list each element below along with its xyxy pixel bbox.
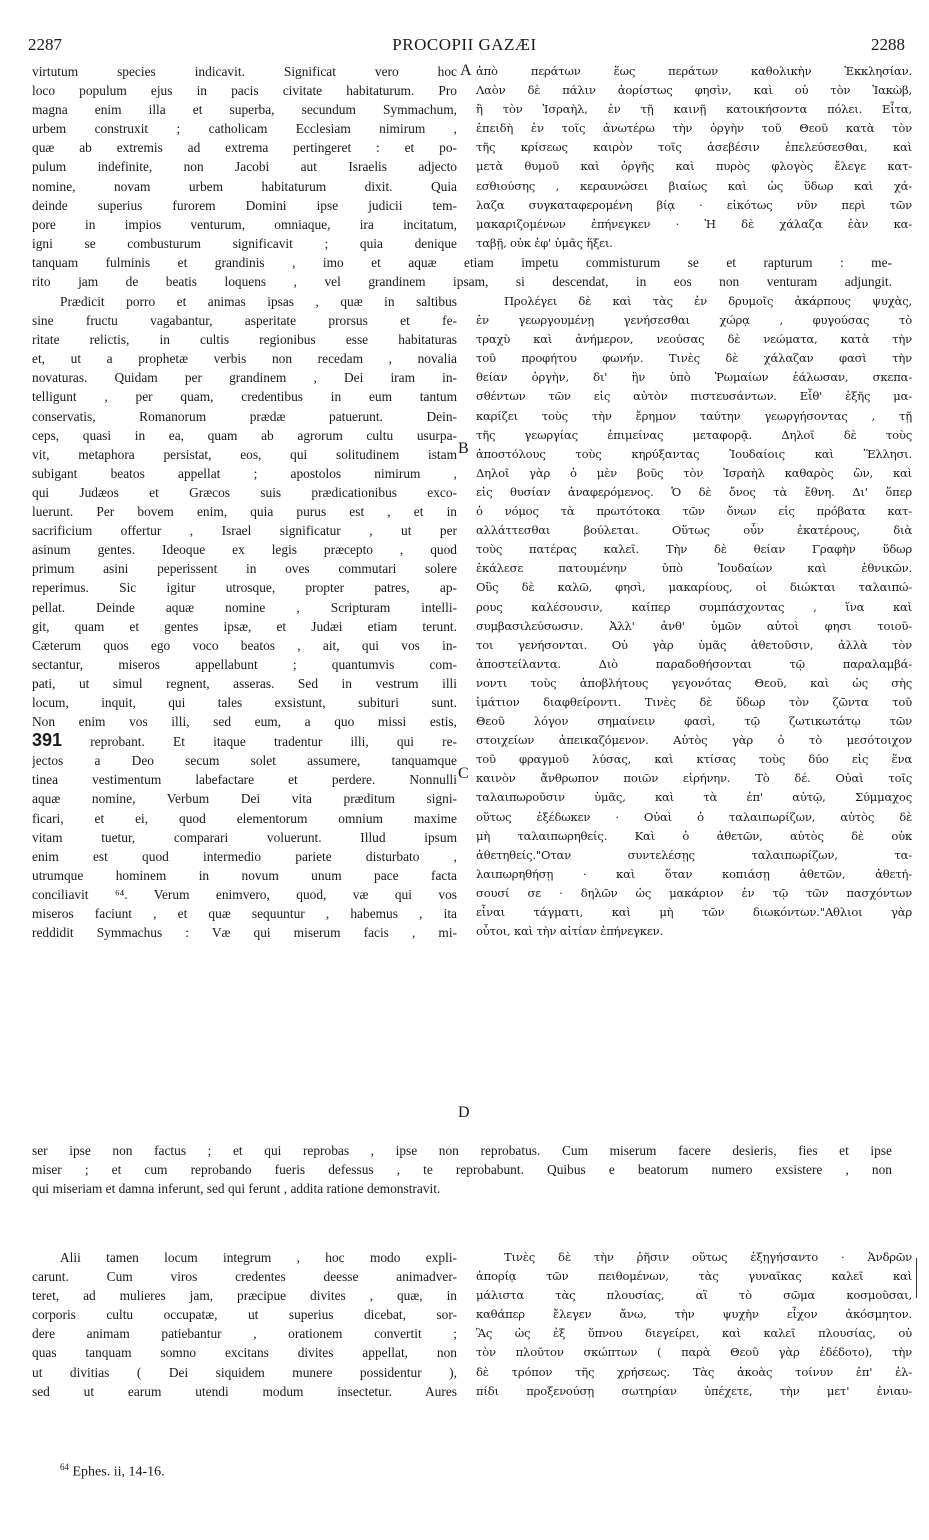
full-width-text-2 <box>32 1141 892 1198</box>
latin-line: tinea vestimentum labefactare et perdere. Nonnulli <box>32 772 457 788</box>
latin-line: loco populum ejus in pacis civitate habitaturum. Pro <box>32 83 457 99</box>
greek-line: εσθιούσης , κεραυνώσει βιαίως καὶ ὡς ὕδωρ καὶ χά- <box>476 178 912 193</box>
full-width-text-1 <box>32 253 892 291</box>
greek-line: δὲ τρόπον τῆς χρήσεως. Τὰς ἀκοὰς τοίνυν ἐπ' ἐλ- <box>476 1364 912 1379</box>
latin-line: pati, ut simul regnent, asseras. Sed in vestrum illi <box>32 675 457 691</box>
greek-line: εἰς θυσίαν ἀναφερόμενος. Ὁ δὲ ὄνος τὰ ἔθνη. Δι' ὅπερ <box>476 484 912 499</box>
greek-line: πίδι προξενούσῃ σωτηρίαν ὑπέχετε, τὴν μετ' ἐνιαυ- <box>476 1383 912 1398</box>
greek-line: καρίζει τοὺς τὴν ἔρημον ταύτην γεωργήσοντας , τῇ <box>476 408 912 423</box>
latin-line: telligunt , per quam, credentibus in eum tantum <box>32 389 457 405</box>
greek-line: ἐν γεωργουμένῃ γενήσεσθαι χώρᾳ , φυγούσας τὸ <box>476 313 912 328</box>
latin-line: et, ut a prophetæ verbis non recedam , novalia <box>32 351 457 367</box>
margin-marker-a: A <box>460 62 472 79</box>
latin-line: sectantur, miseros appellabunt ; quantumvis com- <box>32 656 457 672</box>
greek-line: συμβασιλεύσωσιν. Ἀλλ' ἀνθ' ὑμῶν αὐτοὶ φησι τοιοῦ- <box>476 618 912 633</box>
latin-line: quæ ab extremis ad extrema pertingeret : et po- <box>32 140 457 156</box>
greek-line: ἀθετηθείς."Οταν συντελέσῃς ταλαιπωρίζων, τα- <box>476 847 912 862</box>
latin-line: subigant beatos appellat ; apostolos nimirum , <box>32 465 457 481</box>
latin-line: pore in impios venturum, omniaque, ira incitatum, <box>32 216 457 232</box>
greek-line: ἱμάτιον διαφθείροντι. Τινὲς δὲ ὕδωρ τὸν ζῶντα τοῦ <box>476 694 912 709</box>
greek-line: τοὺς πατέρας καλεῖ. Τὴν δὲ θείαν Γραφὴν ὕδωρ <box>476 542 912 557</box>
latin-line: nomine, novam urbem habitaturum dixit. Quia <box>32 178 457 194</box>
latin-column-band-3 <box>32 1248 457 1401</box>
latin-column-band-2 <box>32 292 457 942</box>
header-left-column-number: 2287 <box>28 35 62 54</box>
greek-line: σουσί σε · δηλῶν ὡς μακάριον ἐν τῷ τῶν πασχόντων <box>476 885 912 900</box>
latin-line: reddidit Symmachus : Væ qui miserum facis , mi- <box>32 925 457 941</box>
latin-line: locum, inquit, qui tales exsistunt, subituri sunt. <box>32 694 457 710</box>
latin-line: luerunt. Per bovem enim, quia purus est , et in <box>32 504 457 520</box>
latin-line: sacrificium offertur , Israel significatur , ut per <box>32 523 457 539</box>
full-width-line: qui miseriam et damna inferunt, sed qui ferunt , addita ratione demonstravit. <box>32 1181 441 1197</box>
latin-line-text: reprobant. Et itaque tradentur illi, qui re- <box>90 734 457 750</box>
latin-line: teret, ad mulieres jam, præcipue divites , quæ, in <box>32 1288 457 1304</box>
greek-line: ταλαιπωροῦσιν ὑμᾶς, καὶ τὰ ἐπ' αὐτῷ, Σύμμαχος <box>476 790 912 805</box>
greek-column-band-2 <box>476 292 912 941</box>
latin-line: enim est quod intermedio pariete disturbato , <box>32 848 457 864</box>
greek-column-band-1 <box>476 62 912 253</box>
greek-line: μὴ ταλαιπωρηθείς. Καὶ ὁ ἀθετῶν, αὐτὸς δὲ οὐκ <box>476 828 912 843</box>
full-width-line: rito jam de beatis loquens , vel grandinem ipsam, si descendat, in eos non venturam adjungit. <box>32 274 892 290</box>
greek-line: αλλάττεσθαι βούλεται. Οὕτως οὖν ἑκατέρους, διὰ <box>476 523 912 538</box>
latin-line: sine fructu vagabantur, asperitate prorsus et fe- <box>32 313 457 329</box>
latin-line: urbem construxit ; catholicam Ecclesiam nimirum , <box>32 121 457 137</box>
latin-line: ceps, quasi in ea, quam ab agrorum cultu usurpa- <box>32 427 457 443</box>
greek-line: ρους καλέσουσιν, καίπερ συμπάσχοντας , ἵνα καὶ <box>476 599 912 614</box>
greek-line: ἐκάλεσε πατουμένην ὑπὸ Ἰουδαίων καὶ ἐθνικῶν. <box>476 561 912 576</box>
greek-line: θείαν ὀργὴν, δι' ἣν ὑπὸ Ῥωμαίων ἑάλωσαν, σκεπα- <box>476 370 912 385</box>
greek-line: τῆς κρίσεως καιρὸν τοῖς ἀσεβέσιν ἐπελεύσεσθαι, καὶ <box>476 140 912 155</box>
header-right-column-number: 2288 <box>871 35 905 54</box>
latin-line: ritate relictis, in cultis regionibus esse habitaturas <box>32 332 457 348</box>
column-number-391: 391 <box>32 730 63 751</box>
latin-line: deinde superius furorem Domini ipse judicii tem- <box>32 197 457 213</box>
latin-line: Prædicit porro et animas ipsas , quæ in saltibus <box>60 294 457 309</box>
latin-line: asinum gentes. Ideoque ex legis præcepto , quod <box>32 542 457 558</box>
greek-line: εἶναι τάγματι, καὶ μὴ τῶν διωκόντων."Αθλιοι γὰρ <box>476 905 912 919</box>
latin-line: conservatis, Romanorum prædæ patuerunt. Dein- <box>32 408 457 424</box>
latin-line: pulum indefinite, non Jacobi aut Israelis adjecto <box>32 159 457 175</box>
latin-line-with-column-number <box>32 731 457 751</box>
greek-line: μακαριζομένων ἐπήνεγκεν · Ἡ δὲ χάλαζα ἐὰν κα- <box>476 216 912 231</box>
margin-rule <box>916 1258 917 1298</box>
greek-line: ἐπειδὴ ἐν τοῖς ἀνωτέρω τὴν ὀργὴν τοῦ Θεοῦ κατὰ τὸν <box>476 121 912 136</box>
margin-marker-c: C <box>458 765 469 782</box>
greek-line: ἢ τὸν Ἰσραὴλ, ἐν τῇ καινῇ κατοικήσοντα πόλει. Εἶτα, <box>476 102 912 117</box>
latin-column-band-1 <box>32 62 457 253</box>
margin-marker-d: D <box>458 1104 470 1121</box>
greek-line: ταβῇ, οὐκ ἐφ' ὑμᾶς ἥξει. <box>476 235 613 250</box>
greek-line: τοῦ φραγμοῦ λύσας, καὶ κτίσας τοὺς δύο εἰς ἕνα <box>476 752 912 767</box>
greek-line: καθάπερ ἔλεγεν ἄνω, τὴν ψυχὴν εἶχον ἀκόσμητον. <box>476 1307 912 1322</box>
greek-line: Θεοῦ λόγον σημαίνειν φασὶ, τῷ ζωτικωτάτῳ τῶν <box>476 714 912 729</box>
latin-line: qui Judæos et Græcos suis prædicationibus exco- <box>32 484 457 500</box>
greek-line: τῆς γεωργίας ἐπιμείνας μεταφορᾷ. Δηλοῖ δὲ τοὺς <box>476 427 912 442</box>
greek-line: Τινὲς δὲ τὴν ῥῆσιν οὕτως ἐξηγήσαντο · Ἀνδρῶν <box>504 1250 912 1264</box>
latin-line: utrumque hominem in novum unum pace facta <box>32 867 457 883</box>
greek-line: τὸν πλοῦτον σκώπτων ( παρὰ Θεοῦ γὰρ ἐδέδοτο), τὴν <box>476 1345 912 1360</box>
greek-line: ἀποστόλους τοὺς κηρύξαντας Ἰουδαίοις καὶ Ἕλλησι. <box>476 446 912 461</box>
latin-line: novaturas. Quidam per grandinem , Dei iram in- <box>32 370 457 386</box>
greek-line: Ἃς ὡς ἐξ ὕπνου διεγείρει, καὶ καλεῖ πλουσίας, οὐ <box>476 1326 912 1341</box>
latin-line: quas tanquam somno excitans divites appellat, non <box>32 1345 457 1361</box>
greek-line: λαζα συγκαταφερομένη βίᾳ · εἰκότως νῦν περὶ τῶν <box>476 197 912 212</box>
latin-line: miseros faciunt , et quæ sequuntur , habemus , ita <box>32 906 457 921</box>
latin-line: dere animam patiebantur , orationem convertit ; <box>32 1326 457 1342</box>
latin-line: primum asini peperissent in oves commutari solere <box>32 561 457 577</box>
greek-line: νοντι τοὺς ἀποβλήτους γεγονότας Θεοῦ, καὶ ὡς σὴς <box>476 675 912 690</box>
footnote-text: Ephes. ii, 14-16. <box>72 1464 165 1480</box>
latin-line: pellat. Deinde aquæ nomine , Scripturam intelli- <box>32 599 457 615</box>
greek-line: στοιχείων ἀπεικαζόμενον. Αὐτὸς γὰρ ὁ τὸ μεσότοιχον <box>476 733 912 748</box>
greek-line: τοῦ προφήτου φωνήν. Τινὲς δὲ χάλαζαν φασὶ τὴν <box>476 351 912 366</box>
greek-line: ἀπορίᾳ τῶν πειθομένων, τὰς γυναῖκας καλεῖ καὶ <box>476 1269 912 1284</box>
greek-line: Δηλοῖ γὰρ ὁ μὲν βοῦς τὸν Ἰσραὴλ καθαρὸς ὢν, καὶ <box>476 465 912 480</box>
latin-line: ficari, et ei, quod elementorum omnium maxime <box>32 810 457 826</box>
latin-line: sed ut earum utendi modum insectetur. Aures <box>32 1383 457 1399</box>
greek-line: μετὰ θυμοῦ καὶ ὀργῆς καὶ πυρὸς φλογὸς ἔλεγε κατ- <box>476 159 912 174</box>
greek-line: καινὸν ἄνθρωπον ποιῶν εἰρήνην. Τὸ δέ. Οὐαὶ τοῖς <box>476 771 912 786</box>
greek-line: λαιπωρηθήσῃ · καὶ ὅταν κοπιάσῃ ἀθετῶν, ἀθετή- <box>476 866 912 881</box>
greek-line: μάλιστα τὰς πλουσίας, αἳ τὸ σῶμα κοσμοῦσαι, <box>476 1288 912 1303</box>
latin-line: igni se combusturum significavit ; quia denique <box>32 235 457 251</box>
latin-line: Non enim vos illi, sed eum, a quo missi estis, <box>32 714 457 730</box>
latin-line: git, quam et gentes ipsæ, et Judæi etiam terunt. <box>32 618 457 634</box>
footnote-mark: 64 <box>60 1462 69 1472</box>
greek-line: σθέντων τῶν εἰς αὐτὸν πιστευσάντων. Εἶθ' ἑξῆς μα- <box>476 389 912 404</box>
latin-line: Alii tamen locum integrum , hoc modo expli- <box>60 1250 457 1265</box>
latin-line: jectos a Deo secum solet assumere, tanquamque <box>32 753 457 769</box>
header-title: PROCOPII GAZÆI <box>392 35 537 54</box>
full-width-line: tanquam fulminis et grandinis , imo et aquæ etiam impetu commisturum se et rapturum : me- <box>32 255 892 270</box>
greek-line: Οὓς δὲ καλῶ, φησὶ, μακαρίους, οἱ διώκται ταλαιπώ- <box>476 580 912 595</box>
latin-line: reperimus. Sic igitur utrosque, propter patres, ap- <box>32 580 457 596</box>
latin-line: vitam tuetur, comparari voluerunt. Illud ipsum <box>32 829 457 845</box>
latin-line: vit, metaphora persistat, eos, qui solitudinem istam <box>32 446 457 462</box>
latin-line: virtutum species indicavit. Significat vero hoc <box>32 64 457 79</box>
greek-line: οὕτως ἐξέδωκεν · Οὐαὶ ὁ ταλαιπωρίζων, αὐτὸς δὲ <box>476 809 912 824</box>
latin-line: Cæterum quos ego voco beatos , ait, qui vos in- <box>32 637 457 653</box>
footnote <box>60 1462 165 1481</box>
greek-line: τραχὺ καὶ ἀνήμερον, νεούσας δὲ νεώματα, κατὰ τὴν <box>476 332 912 347</box>
latin-line: carunt. Cum viros credentes deesse animadver- <box>32 1269 457 1285</box>
greek-line: ἀποστείλαντα. Διὸ παραδοθήσονται τῷ παραλαμβά- <box>476 656 912 671</box>
latin-line: ut divitias ( Dei siquidem munere possidentur ), <box>32 1364 457 1380</box>
greek-line: ἀπὸ περάτων ἕως περάτων καθολικὴν Ἐκκλησίαν. <box>476 64 912 78</box>
greek-line: οὗτοι, καὶ τὴν αἰτίαν ἐπήνεγκεν. <box>476 924 663 939</box>
full-width-line: miser ; et cum reprobando fueris defessus , te reprobabunt. Quibus e beatorum numero exsistere , non <box>32 1162 892 1178</box>
latin-line: conciliavit ⁶⁴. Verum enimvero, quod, væ qui vos <box>32 886 457 902</box>
greek-line: Προλέγει δὲ καὶ τὰς ἐν δρυμοῖς ἀκάρπους ψυχὰς, <box>504 294 912 308</box>
margin-marker-b: B <box>458 440 469 457</box>
greek-line: Λαὸν δὲ πάλιν ἀορίστως φησὶν, καὶ οὐ τὸν Ἰακὼβ, <box>476 83 912 98</box>
greek-column-band-3 <box>476 1248 912 1401</box>
greek-line: ὁ νόμος τὰ πρωτότοκα τῶν ὄνων εἰς πρόβατα κατ- <box>476 504 912 519</box>
latin-line: magna enim illa et superba, secundum Symmachum, <box>32 102 457 118</box>
greek-line: τοι γενήσονται. Οὐ γὰρ ὑμᾶς ἀθετοῦσιν, ἀλλὰ τὸν <box>476 637 912 652</box>
full-width-line: ser ipse non factus ; et qui reprobas , ipse non reprobatus. Cum miserum facere desieris, fies et ipse <box>32 1143 892 1158</box>
latin-line: aquæ nomine, Verbum Dei vita præditum signi- <box>32 791 457 807</box>
latin-line: corporis cultu occupatæ, ut superius dicebat, sor- <box>32 1307 457 1323</box>
